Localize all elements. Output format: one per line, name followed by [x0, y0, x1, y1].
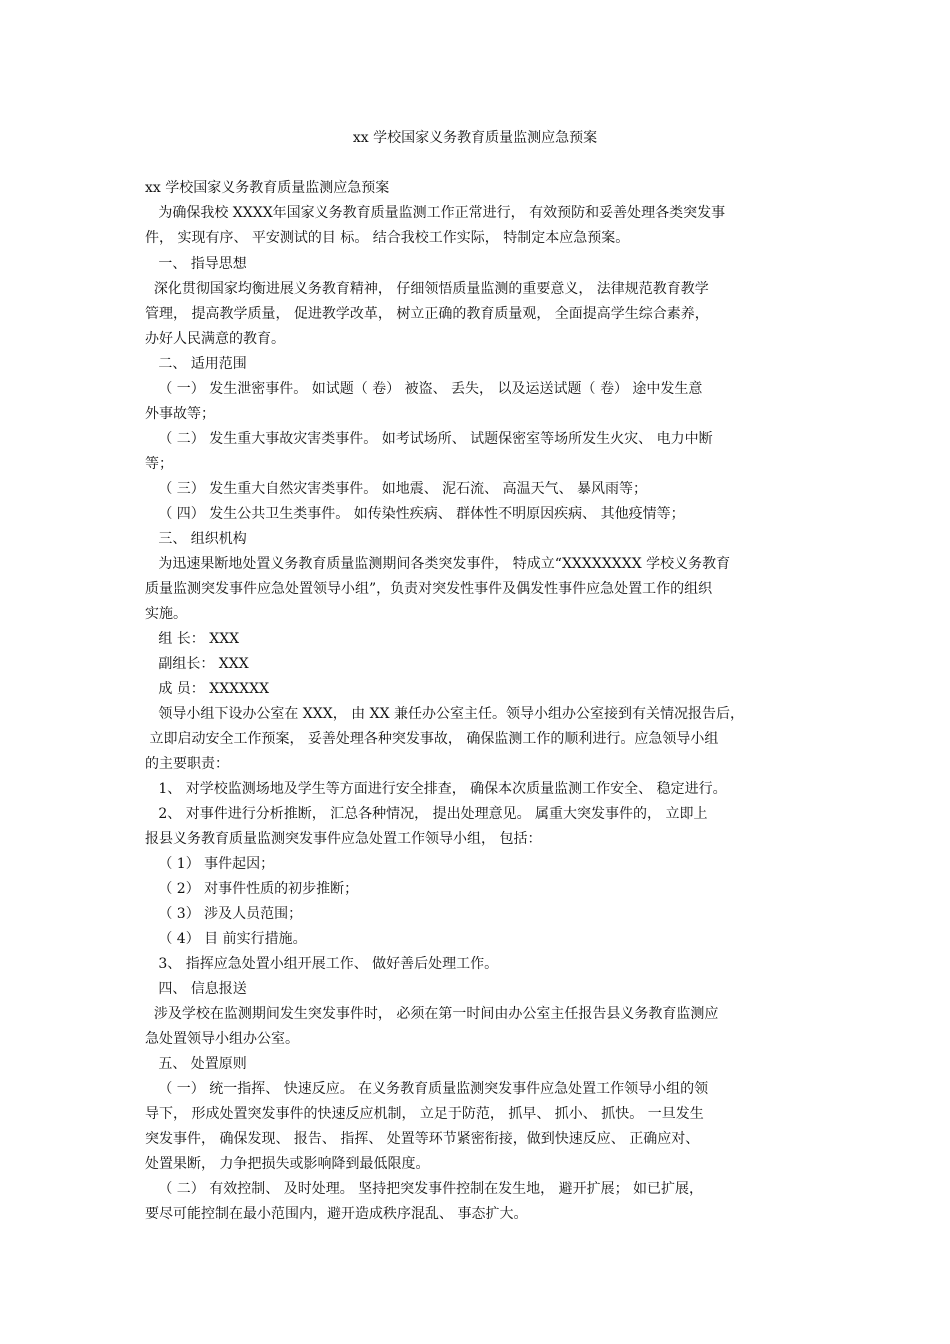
body-line: 成 员： XXXXXX: [145, 681, 270, 697]
body-line: 件， 实现有序、 平安测试的目 标。 结合我校工作实际， 特制定本应急预案。: [145, 230, 630, 246]
body-line: 导下， 形成处置突发事件的快速反应机制， 立足于防范， 抓早、 抓小、 抓快。 一旦发生: [145, 1106, 704, 1122]
body-line: （ 二） 有效控制、 及时处理。 坚持把突发事件控制在发生地， 避开扩展； 如已扩展，: [145, 1181, 704, 1197]
body-line: xx 学校国家义务教育质量监测应急预案: [145, 180, 390, 196]
body-line: 要尽可能控制在最小范围内，避开造成秩序混乱、 事态扩大。: [145, 1206, 528, 1222]
body-line: （ 二） 发生重大事故灾害类事件。 如考试场所、 试题保密室等场所发生火灾、 电力中断: [145, 431, 713, 447]
body-line: （ 2） 对事件性质的初步推断；: [145, 881, 359, 897]
body-line: （ 3） 涉及人员范围；: [145, 906, 303, 922]
body-line: 3、 指挥应急处置小组开展工作、 做好善后处理工作。: [145, 956, 499, 972]
body-line: 的主要职责：: [145, 756, 229, 772]
body-line: 深化贯彻国家均衡进展义务教育精神， 仔细领悟质量监测的重要意义， 法律规范教育教学: [145, 281, 709, 297]
body-line: （ 1） 事件起因；: [145, 856, 275, 872]
body-line: 涉及学校在监测期间发生突发事件时， 必须在第一时间由办公室主任报告县义务教育监测应: [145, 1006, 719, 1022]
body-line: 一、 指导思想: [145, 256, 247, 272]
body-line: 处置果断， 力争把损失或影响降到最低限度。: [145, 1156, 430, 1172]
body-line: （ 一） 发生泄密事件。 如试题（ 卷） 被盗、 丢失， 以及运送试题（ 卷） 途中发生意: [145, 381, 703, 397]
body-line: 质量监测突发事件应急处置领导小组”，负责对突发性事件及偶发性事件应急处置工作的组织: [145, 581, 713, 597]
body-line: 2、 对事件进行分析推断， 汇总各种情况， 提出处理意见。 属重大突发事件的， 立即上: [145, 806, 708, 822]
body-line: 办好人民满意的教育。: [145, 331, 285, 347]
body-line: 报县义务教育质量监测突发事件应急处置工作领导小组， 包括：: [145, 831, 542, 847]
body-line: 为迅速果断地处置义务教育质量监测期间各类突发事件， 特成立“XXXXXXXX 学校义务教育: [145, 556, 731, 572]
body-line: 组 长： XXX: [145, 631, 240, 647]
body-line: 急处置领导小组办公室。: [145, 1031, 299, 1047]
body-line: 领导小组下设办公室在 XXX， 由 XX 兼任办公室主任。领导小组办公室接到有关情况报告后，: [145, 706, 744, 722]
body-line: 四、 信息报送: [145, 981, 247, 997]
document-title: xx 学校国家义务教育质量监测应急预案: [352, 130, 598, 146]
body-line: 突发事件， 确保发现、 报告、 指挥、 处置等环节紧密衔接，做到快速反应、 正确应对、: [145, 1131, 700, 1147]
body-line: 三、 组织机构: [145, 531, 247, 547]
body-line: 等；: [145, 456, 173, 472]
body-line: 外事故等；: [145, 406, 215, 422]
body-line: 管理， 提高教学质量， 促进教学改革， 树立正确的教育质量观， 全面提高学生综合素养，: [145, 306, 709, 322]
body-line: （ 一） 统一指挥、 快速反应。 在义务教育质量监测突发事件应急处置工作领导小组的领: [145, 1081, 709, 1097]
body-line: 1、 对学校监测场地及学生等方面进行安全排查， 确保本次质量监测工作安全、 稳定进行。: [145, 781, 727, 797]
body-line: （ 三） 发生重大自然灾害类事件。 如地震、 泥石流、 高温天气、 暴风雨等；: [145, 481, 648, 497]
body-line: 副组长： XXX: [145, 656, 249, 672]
body-line: 为确保我校 XXXX年国家义务教育质量监测工作正常进行， 有效预防和妥善处理各类突发事: [145, 205, 726, 221]
body-line: （ 四） 发生公共卫生类事件。 如传染性疾病、 群体性不明原因疾病、 其他疫情等；: [145, 506, 685, 522]
body-line: 实施。: [145, 606, 187, 622]
body-line: 立即启动安全工作预案， 妥善处理各种突发事故， 确保监测工作的顺利进行。应急领导小组: [145, 731, 719, 747]
body-line: 五、 处置原则: [145, 1056, 247, 1072]
body-line: （ 4） 目 前实行措施。: [145, 931, 307, 947]
body-line: 二、 适用范围: [145, 356, 247, 372]
